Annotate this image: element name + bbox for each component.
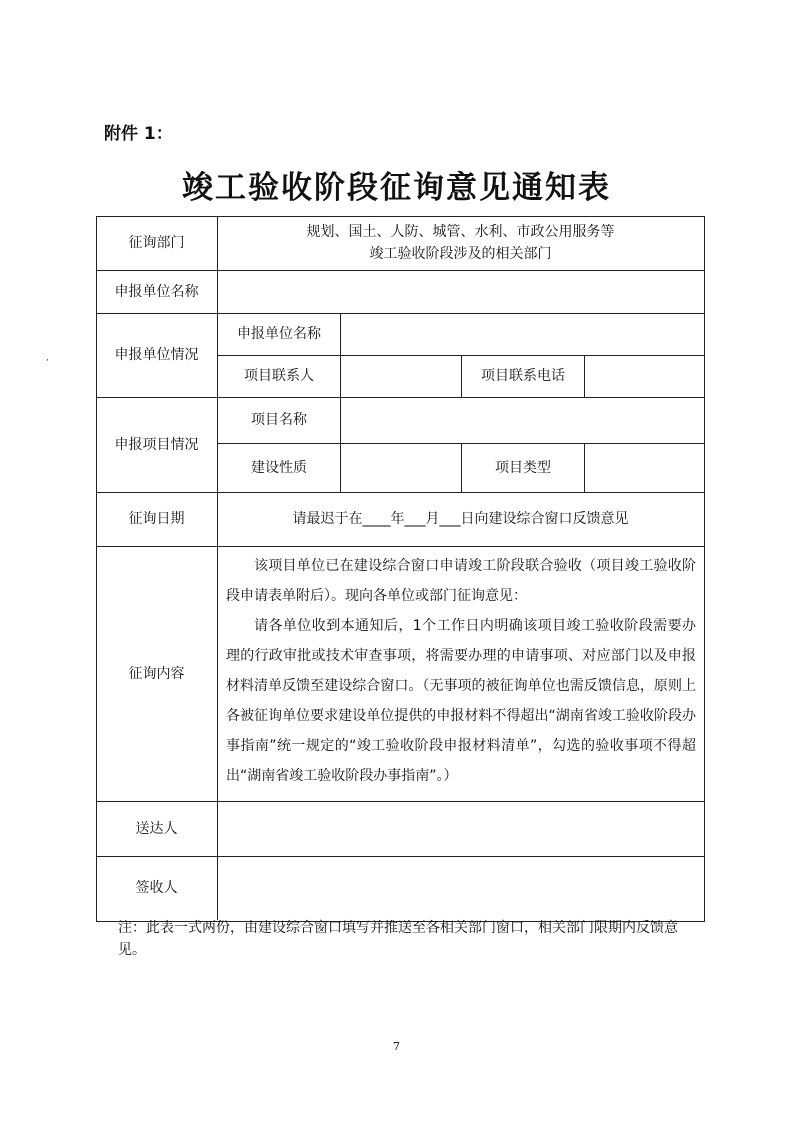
applicant-info-label: 申报单位情况 xyxy=(114,347,199,363)
project-contact-field[interactable] xyxy=(341,355,461,397)
project-name-field[interactable] xyxy=(341,397,703,443)
page-number: 7 xyxy=(393,1040,400,1053)
consult-date-label: 征询日期 xyxy=(128,511,185,527)
construction-nature-field[interactable] xyxy=(341,443,461,492)
consult-content-paragraph-1: 该项目单位已在建设综合窗口申请竣工阶段联合验收（项目竣工验收阶段申请表单附后）。现向各单位或部门征询意见： xyxy=(226,558,696,604)
applicant-unit-name-field[interactable] xyxy=(341,313,703,355)
applicant-unit-name-label: 申报单位名称 xyxy=(237,326,321,342)
consult-dept-label: 征询部门 xyxy=(128,235,185,251)
construction-nature-label: 建设性质 xyxy=(251,459,307,476)
consult-date-text: 请最迟于在____年___月___日向建设综合窗口反馈意见 xyxy=(292,511,629,527)
project-type-field[interactable] xyxy=(585,443,703,492)
applicant-name-label: 申报单位名称 xyxy=(114,283,199,300)
project-contact-label: 项目联系人 xyxy=(244,368,314,384)
project-info-label: 申报项目情况 xyxy=(114,436,199,453)
applicant-name-field[interactable] xyxy=(218,270,703,313)
project-type-label: 项目类型 xyxy=(495,459,551,476)
consult-dept-line-1: 规划、国土、人防、城管、水利、市政公用服务等 xyxy=(306,224,615,240)
footnote: 注：此表一式两份，由建设综合窗口填写并推送至各相关部门窗口，相关部门限期内反馈意见。 xyxy=(118,920,678,958)
consult-dept-line-2: 竣工验收阶段涉及的相关部门 xyxy=(369,246,552,262)
project-phone-field[interactable] xyxy=(585,355,703,397)
consult-dept-value xyxy=(218,216,703,270)
project-phone-label: 项目联系电话 xyxy=(481,368,565,384)
page-title: 竣工验收阶段征询意见通知表 xyxy=(182,170,611,206)
consult-content-label: 征询内容 xyxy=(128,665,185,682)
receiver-field[interactable] xyxy=(218,856,703,920)
attachment-label: 附件 1： xyxy=(104,124,173,144)
receiver-label: 签收人 xyxy=(135,880,178,896)
deliverer-field[interactable] xyxy=(218,801,703,856)
scan-mark: , xyxy=(46,353,49,363)
deliverer-label: 送达人 xyxy=(135,820,178,837)
consult-content-paragraph-2: 请各单位收到本通知后，1个工作日内明确该项目竣工验收阶段需要办理的行政审批或技术审查事项，将需要办理的申请事项、对应部门以及申报材料清单反馈至建设综合窗口。（无事项的被征询单位也需反馈信息，原则上各被征询单位要求建设单位提供的申报材料不得超出“湖南省竣工验收阶段办事指南”统一规定的“竣工验收阶段申报材料清单”，勾选的验收事项不得超出“湖南省竣工验收阶段办事指南”。） xyxy=(226,618,696,784)
project-name-label: 项目名称 xyxy=(251,412,307,428)
